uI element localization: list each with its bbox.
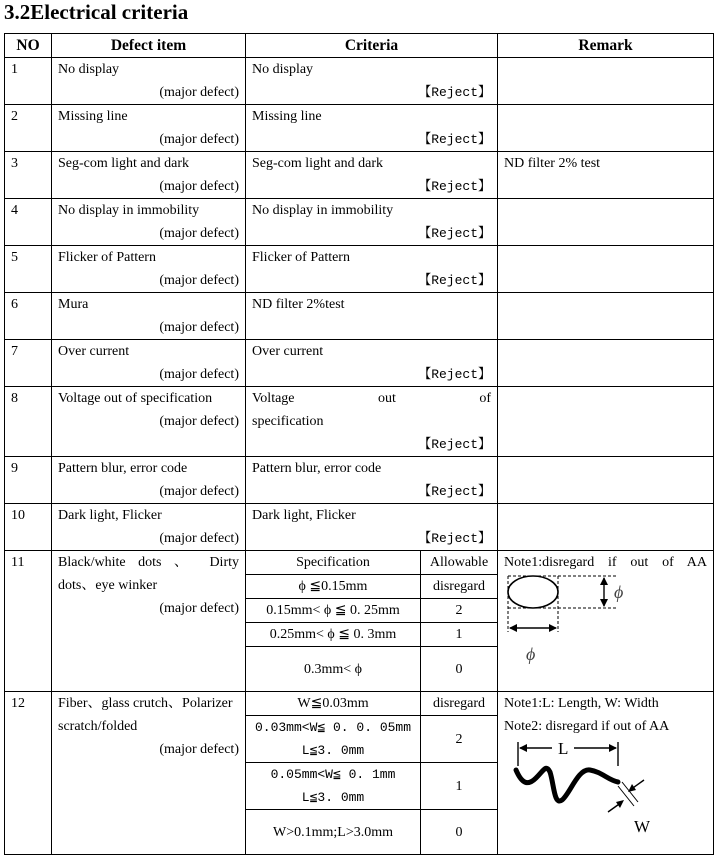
criteria-text: Seg-com light and dark — [252, 156, 384, 171]
arrow-head — [609, 744, 617, 752]
defect-item: Voltage out of specification — [58, 391, 213, 406]
major-defect-label: (major defect) — [159, 601, 239, 616]
phi-label: ϕ — [526, 644, 536, 664]
criteria-text: ND filter 2%test — [252, 297, 345, 312]
spec-value: W≦0.03mm — [246, 692, 421, 716]
remark-cell — [498, 246, 714, 293]
row-no: 3 — [5, 152, 52, 199]
criteria-cell — [246, 504, 498, 551]
defect-cell — [52, 340, 246, 387]
defect-item: Missing line — [58, 109, 128, 124]
defect-cell — [52, 246, 246, 293]
criteria-text: Flicker of Pattern — [252, 250, 350, 265]
spec-value: ϕ ≦0.15mm — [246, 575, 421, 599]
remark-cell: ND filter 2% test — [498, 152, 714, 199]
table-row — [5, 387, 714, 457]
row-no: 11 — [5, 551, 52, 692]
spec-line: 0.05mm<W≦ 0. 1mm — [270, 767, 396, 782]
reject-label: 【Reject】 — [418, 85, 492, 100]
note-2: Note2: disregard if out of AA — [504, 719, 670, 734]
defect-item-cont: dots、eye winker — [58, 578, 158, 593]
arrow-head — [600, 577, 608, 585]
defect-item: No display — [58, 62, 120, 77]
table-row — [5, 504, 714, 551]
table-row — [5, 246, 714, 293]
major-defect-label: (major defect) — [159, 85, 239, 100]
criteria-cell — [246, 457, 498, 504]
defect-item: Fiber、glass crutch、Polarizer — [58, 696, 233, 711]
note-1: Note1:L: Length, W: Width — [504, 696, 659, 711]
major-defect-label: (major defect) — [159, 531, 239, 546]
criteria-text: Pattern blur, error code — [252, 461, 382, 476]
row-no: 2 — [5, 105, 52, 152]
allowable-value: 1 — [421, 623, 498, 647]
allowable-value: 0 — [421, 810, 498, 855]
remark-cell — [498, 551, 714, 692]
table-row — [5, 199, 714, 246]
electrical-criteria-table — [4, 33, 714, 855]
spec-header: Specification — [246, 551, 421, 575]
spec-value: 0.25mm< ϕ ≦ 0. 3mm — [246, 623, 421, 647]
allowable-value: 2 — [421, 599, 498, 623]
defect-item: Mura — [58, 297, 89, 312]
row-no: 1 — [5, 58, 52, 105]
header-row — [5, 34, 714, 58]
major-defect-label: (major defect) — [159, 414, 239, 429]
header-defect-item: Defect item — [52, 34, 246, 58]
arrow-head — [600, 599, 608, 607]
reject-label: 【Reject】 — [418, 273, 492, 288]
defect-cell — [52, 387, 246, 457]
spec-line: 0.03mm<W≦ 0. 0. 05mm — [254, 720, 412, 735]
table-row — [5, 58, 714, 105]
criteria-text: Missing line — [252, 109, 322, 124]
remark-cell — [498, 504, 714, 551]
reject-label: 【Reject】 — [418, 437, 492, 452]
reject-label: 【Reject】 — [418, 367, 492, 382]
remark-cell — [498, 387, 714, 457]
major-defect-label: (major defect) — [159, 132, 239, 147]
arrow-head — [616, 800, 624, 808]
width-label: W — [634, 817, 651, 836]
defect-cell — [52, 199, 246, 246]
defect-cell — [52, 105, 246, 152]
spec-line: L≦3. 0mm — [301, 743, 365, 758]
row-no: 10 — [5, 504, 52, 551]
defect-item: Black/white dots 、 Dirty — [58, 555, 239, 570]
major-defect-label: (major defect) — [159, 742, 239, 757]
header-criteria: Criteria — [246, 34, 498, 58]
row-no: 9 — [5, 457, 52, 504]
criteria-cell — [246, 293, 498, 340]
major-defect-label: (major defect) — [159, 367, 239, 382]
remark-cell — [498, 58, 714, 105]
criteria-cell — [246, 387, 498, 457]
defect-cell — [52, 692, 246, 855]
row-no: 6 — [5, 293, 52, 340]
criteria-text: Voltage out of — [252, 391, 492, 406]
table-row — [5, 105, 714, 152]
arrow-head — [509, 624, 517, 632]
table-row-11 — [5, 551, 714, 575]
width-guide — [622, 782, 638, 802]
allowable-value: disregard — [421, 575, 498, 599]
table-row — [5, 340, 714, 387]
table-row-12 — [5, 692, 714, 716]
row-no: 4 — [5, 199, 52, 246]
defect-item-cont: scratch/folded — [58, 719, 138, 734]
criteria-cell — [246, 246, 498, 293]
note-1: Note1:disregard if out of AA — [504, 555, 708, 570]
dot-ellipse-shape — [508, 576, 558, 608]
remark-cell — [498, 105, 714, 152]
phi-label: ϕ — [614, 582, 624, 602]
remark-cell — [498, 692, 714, 855]
remark-cell — [498, 457, 714, 504]
allowable-header: Allowable — [421, 551, 498, 575]
defect-cell — [52, 152, 246, 199]
row-no: 12 — [5, 692, 52, 855]
row-no: 8 — [5, 387, 52, 457]
criteria-text: No display in immobility — [252, 203, 394, 218]
reject-label: 【Reject】 — [418, 531, 492, 546]
major-defect-label: (major defect) — [159, 226, 239, 241]
criteria-text: Over current — [252, 344, 324, 359]
criteria-cell — [246, 152, 498, 199]
table-row — [5, 293, 714, 340]
spec-value: 0.3mm< ϕ — [246, 647, 421, 692]
defect-item: Seg-com light and dark — [58, 156, 190, 171]
spec-value — [246, 716, 421, 763]
reject-label: 【Reject】 — [418, 226, 492, 241]
criteria-text: No display — [252, 62, 314, 77]
header-remark: Remark — [498, 34, 714, 58]
defect-cell — [52, 293, 246, 340]
allowable-value: 0 — [421, 647, 498, 692]
spec-value — [246, 763, 421, 810]
allowable-value: disregard — [421, 692, 498, 716]
reject-label: 【Reject】 — [418, 484, 492, 499]
criteria-cell — [246, 199, 498, 246]
defect-cell — [52, 551, 246, 692]
fiber-diagram — [504, 738, 704, 838]
remark-cell — [498, 340, 714, 387]
remark-cell — [498, 293, 714, 340]
major-defect-label: (major defect) — [159, 273, 239, 288]
spec-line: L≦3. 0mm — [301, 790, 365, 805]
reject-label: 【Reject】 — [418, 132, 492, 147]
defect-cell — [52, 504, 246, 551]
header-no: NO — [5, 34, 52, 58]
allowable-value: 2 — [421, 716, 498, 763]
row-no: 5 — [5, 246, 52, 293]
spec-value: 0.15mm< ϕ ≦ 0. 25mm — [246, 599, 421, 623]
fiber-shape — [516, 768, 618, 801]
criteria-cell — [246, 105, 498, 152]
criteria-text: Dark light, Flicker — [252, 508, 356, 523]
defect-cell — [52, 457, 246, 504]
table-row — [5, 457, 714, 504]
defect-cell — [52, 58, 246, 105]
defect-item: Over current — [58, 344, 130, 359]
defect-item: Dark light, Flicker — [58, 508, 162, 523]
defect-item: Pattern blur, error code — [58, 461, 188, 476]
major-defect-label: (major defect) — [159, 179, 239, 194]
reject-label: 【Reject】 — [418, 179, 492, 194]
arrow-head — [549, 624, 557, 632]
defect-item: Flicker of Pattern — [58, 250, 156, 265]
remark-cell — [498, 199, 714, 246]
criteria-cell — [246, 58, 498, 105]
defect-item: No display in immobility — [58, 203, 200, 218]
allowable-value: 1 — [421, 763, 498, 810]
spec-value: W>0.1mm;L>3.0mm — [246, 810, 421, 855]
arrow-head — [628, 784, 636, 792]
table-row — [5, 152, 714, 199]
row-no: 7 — [5, 340, 52, 387]
major-defect-label: (major defect) — [159, 484, 239, 499]
length-label: L — [558, 739, 569, 758]
criteria-text-cont: specification — [252, 414, 324, 429]
dot-size-diagram — [504, 574, 704, 679]
criteria-cell — [246, 340, 498, 387]
major-defect-label: (major defect) — [159, 320, 239, 335]
arrow-head — [519, 744, 527, 752]
section-title: 3.2Electrical criteria — [4, 0, 189, 24]
